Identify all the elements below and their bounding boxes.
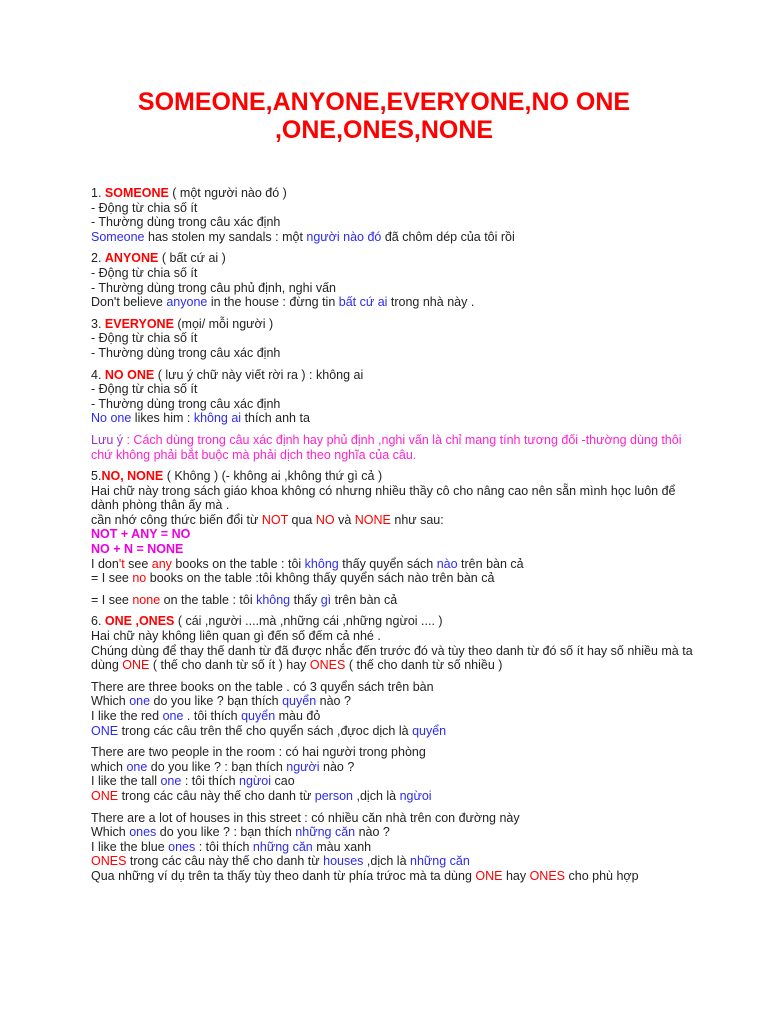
text-line (91, 527, 740, 542)
text-segment: = I see (91, 571, 133, 586)
text-segment: thấy quyển sách (338, 556, 437, 571)
text-segment: cao (271, 774, 295, 789)
text-segment: Cách dùng trong câu xác định hay phủ định ,nghi vấn là chỉ mang tính tương đối -thường dùng thôi (133, 432, 682, 447)
text-line (91, 317, 740, 332)
text-segment: 5. (91, 469, 102, 484)
text-line (91, 230, 740, 245)
text-line (91, 629, 740, 644)
text-line (91, 709, 740, 724)
text-segment: do you like ? : bạn thích (147, 759, 287, 774)
text-segment: houses (323, 854, 364, 869)
text-segment: hay (502, 868, 530, 883)
text-segment: Don't believe (91, 295, 167, 310)
text-segment: - Động từ chia số ít (91, 265, 198, 280)
text-segment: NO, NONE (101, 469, 164, 484)
text-segment: No one (91, 411, 132, 426)
text-segment: ONE (91, 723, 119, 738)
text-segment: NOT (261, 512, 289, 527)
text-line (91, 513, 740, 528)
text-line (91, 397, 740, 412)
text-segment: books on the table :tôi không thấy quyển sách nào trên bàn cả (146, 571, 495, 586)
text-segment: 2. (91, 251, 105, 266)
text-segment: ONES (309, 658, 346, 673)
text-segment: trong các câu này thế cho danh từ (118, 788, 315, 803)
text-segment: There are three books on the table . có 3 quyển sách trên bàn (91, 679, 434, 694)
text-segment: NONE (354, 512, 391, 527)
text-segment: 4. (91, 367, 105, 382)
text-line (91, 266, 740, 281)
text-line (91, 869, 740, 884)
text-segment: trên bàn cả (331, 592, 398, 607)
text-segment: ONE (122, 658, 150, 673)
text-segment: nào ? (319, 759, 355, 774)
text-segment: và (334, 512, 355, 527)
text-segment: quyển (241, 709, 276, 723)
text-segment: ONES (529, 868, 566, 883)
text-line (91, 542, 740, 557)
page-title-line-2: ,ONE,ONES,NONE (274, 116, 494, 144)
text-segment: 't (118, 556, 125, 571)
text-segment: ONE (475, 868, 503, 883)
text-segment: I like the red (91, 709, 163, 723)
text-line (91, 433, 740, 448)
text-segment: trong các câu này thế cho danh từ (126, 854, 324, 869)
text-line (91, 854, 740, 869)
text-segment: person (314, 788, 354, 803)
text-line (91, 346, 740, 361)
text-line (91, 745, 740, 760)
text-segment: . tôi thích (183, 709, 242, 723)
text-segment: ( thế cho danh từ số ít ) hay (149, 658, 310, 673)
text-segment: ( Không ) (- không ai ,không thứ gì cả ) (163, 469, 383, 484)
text-segment: - Động từ chia số ít (91, 331, 198, 346)
text-segment: ngừoi (399, 788, 432, 803)
text-segment: ,dịch là (353, 788, 400, 803)
text-segment: dành phòng thân ấy mà . (91, 498, 230, 513)
text-segment: thích anh ta (241, 411, 310, 426)
text-segment: : (123, 432, 134, 447)
text-segment: no (132, 571, 147, 586)
text-segment: 3. (91, 316, 105, 331)
text-segment: ( bất cứ ai ) (158, 251, 226, 266)
text-line (91, 840, 740, 855)
document-body (91, 186, 740, 884)
text-segment: cho phù hợp (565, 868, 639, 883)
text-segment: nào (436, 556, 458, 571)
text-segment: cần nhớ công thức biến đổi từ (91, 512, 262, 527)
text-line (91, 557, 740, 572)
text-segment: nào ? (316, 694, 351, 709)
text-segment: màu xanh (312, 839, 372, 854)
page-title (0, 0, 768, 144)
text-segment: - Thường dùng trong câu xác định (91, 215, 281, 230)
text-segment: NOT + ANY = NO (91, 527, 191, 542)
text-segment: Qua những ví dụ trên ta thấy tùy theo danh từ phía trứoc mà ta dùng (91, 868, 476, 883)
text-segment: ( lưu ý chữ này viết rời ra ) : không ai (154, 367, 364, 382)
text-segment: : tôi thích (181, 774, 240, 789)
paragraph (91, 317, 740, 361)
text-line (91, 411, 740, 426)
text-line (91, 614, 740, 629)
text-segment: NO + N = NONE (91, 542, 184, 557)
text-segment: ANYONE (104, 251, 159, 266)
text-segment: quyển (282, 694, 317, 709)
text-segment: ONE (91, 788, 119, 803)
text-segment: gì (320, 592, 332, 607)
text-segment: màu đỏ (275, 709, 321, 723)
paragraph (91, 593, 740, 608)
text-segment: thấy (290, 592, 321, 607)
text-segment: = I see (91, 592, 133, 607)
text-segment: (mọi/ mỗi người ) (173, 316, 274, 331)
text-segment: đã chôm dép của tôi rồi (381, 229, 515, 244)
text-segment: Hai chữ này trong sách giáo khoa không có nhưng nhiều thầy cô cho nâng cao nên sẵn mình học luôn để (91, 483, 676, 498)
text-line (91, 789, 740, 804)
text-line (91, 382, 740, 397)
text-segment: trên bàn cả (457, 556, 524, 571)
text-segment: Lưu ý (91, 432, 123, 447)
text-segment: ONES (91, 854, 127, 869)
text-segment: There are two people in the room : có hai người trong phòng (91, 745, 426, 760)
text-segment: ones (168, 839, 196, 854)
paragraph (91, 680, 740, 738)
text-segment: one (129, 694, 151, 709)
text-line (91, 295, 740, 310)
paragraph (91, 368, 740, 426)
paragraph (91, 433, 740, 462)
text-segment: - Thường dùng trong câu xác định (91, 396, 281, 411)
text-line (91, 251, 740, 266)
paragraph (91, 614, 740, 672)
text-line (91, 186, 740, 201)
text-segment: Chúng dùng để thay thế danh từ đã được nhắc đến trước đó và tùy theo danh từ đó số ít hay số nhiều mà ta (91, 643, 693, 658)
text-segment: Hai chữ này không liên quan gì đến số đếm cả nhé . (91, 629, 381, 644)
text-segment: : tôi thích (195, 839, 253, 854)
text-segment: ( thế cho danh từ số nhiều ) (345, 658, 503, 673)
paragraph (91, 251, 740, 309)
text-segment: ONE ,ONES (104, 614, 175, 629)
page-title-line-1: SOMEONE,ANYONE,EVERYONE,NO ONE (137, 88, 631, 116)
text-segment: ( một người nào đó ) (168, 186, 287, 200)
text-segment: Which (91, 825, 130, 840)
text-segment: 6. (91, 614, 105, 629)
text-segment: qua (288, 512, 316, 527)
text-segment: 1. (91, 186, 105, 200)
text-segment: như sau: (390, 512, 444, 527)
text-line (91, 368, 740, 383)
text-segment: ( cái ,người ....mà ,những cái ,những ngừoi .... ) (174, 614, 443, 629)
paragraph (91, 745, 740, 803)
text-segment: anyone (166, 295, 208, 310)
text-segment: one (162, 709, 184, 723)
text-segment: - Động từ chia số ít (91, 200, 198, 215)
text-line (91, 484, 740, 499)
text-segment: ,dịch là (363, 854, 410, 869)
text-line (91, 774, 740, 789)
text-segment: has stolen my sandals : một (144, 229, 307, 244)
text-segment: on the table : tôi (160, 592, 257, 607)
text-segment: one (126, 759, 148, 774)
text-segment: any (151, 556, 172, 571)
paragraph (91, 811, 740, 884)
text-segment: dùng (91, 658, 123, 673)
text-line (91, 724, 740, 739)
text-segment: which (91, 759, 127, 774)
text-line (91, 331, 740, 346)
text-segment: người nào đó (306, 229, 382, 244)
text-segment: ngừoi (239, 774, 272, 789)
text-segment: không (304, 556, 339, 571)
text-segment: do you like ? : bạn thích (156, 825, 296, 840)
text-segment: bất cứ ai (338, 295, 388, 310)
text-segment: books on the table : tôi (171, 556, 305, 571)
paragraph (91, 469, 740, 586)
text-segment: nào ? (355, 825, 390, 840)
text-line (91, 215, 740, 230)
text-line (91, 201, 740, 216)
text-segment: những căn (410, 854, 470, 869)
text-segment: SOMEONE (104, 186, 169, 200)
text-segment: I like the tall (91, 774, 161, 789)
text-segment: quyển (412, 723, 447, 738)
text-segment: see (124, 556, 152, 571)
text-segment: chứ không phải bắt buộc mà phải dịch theo nghĩa của câu. (91, 447, 417, 462)
text-segment: - Thường dùng trong câu phủ định, nghi vấn (91, 280, 336, 295)
text-line (91, 448, 740, 463)
text-segment: - Thường dùng trong câu xác định (91, 345, 281, 360)
text-segment: I like the blue (91, 839, 169, 854)
text-line (91, 760, 740, 775)
text-line (91, 825, 740, 840)
text-segment: Which (91, 694, 130, 709)
text-segment: không ai (193, 411, 242, 426)
paragraph (91, 186, 740, 244)
text-segment: những căn (295, 825, 356, 840)
text-line (91, 281, 740, 296)
text-line (91, 571, 740, 586)
text-segment: ones (129, 825, 157, 840)
text-segment: none (132, 592, 161, 607)
text-line (91, 593, 740, 608)
text-segment: người (286, 759, 320, 774)
text-line (91, 680, 740, 695)
text-line (91, 469, 740, 484)
text-segment: There are a lot of houses in this street : có nhiều căn nhà trên con đường này (91, 810, 520, 825)
text-segment: không (256, 592, 291, 607)
text-segment: những căn (252, 839, 313, 854)
text-segment: EVERYONE (104, 316, 174, 331)
text-segment: likes him : (131, 411, 194, 426)
text-line (91, 498, 740, 513)
text-line (91, 658, 740, 673)
text-line (91, 811, 740, 826)
text-segment: NO (315, 512, 335, 527)
text-segment: I don (91, 556, 119, 571)
text-segment: one (160, 774, 182, 789)
text-segment: Someone (91, 229, 145, 244)
text-segment: - Động từ chia số ít (91, 382, 198, 397)
text-line (91, 644, 740, 659)
text-segment: in the house : đừng tin (207, 295, 339, 310)
text-line (91, 694, 740, 709)
text-segment: do you like ? bạn thích (150, 694, 283, 709)
text-segment: NO ONE (104, 367, 155, 382)
text-segment: trong nhà này . (387, 295, 475, 310)
text-segment: trong các câu trên thế cho quyển sách ,đựoc dịch là (118, 723, 413, 738)
